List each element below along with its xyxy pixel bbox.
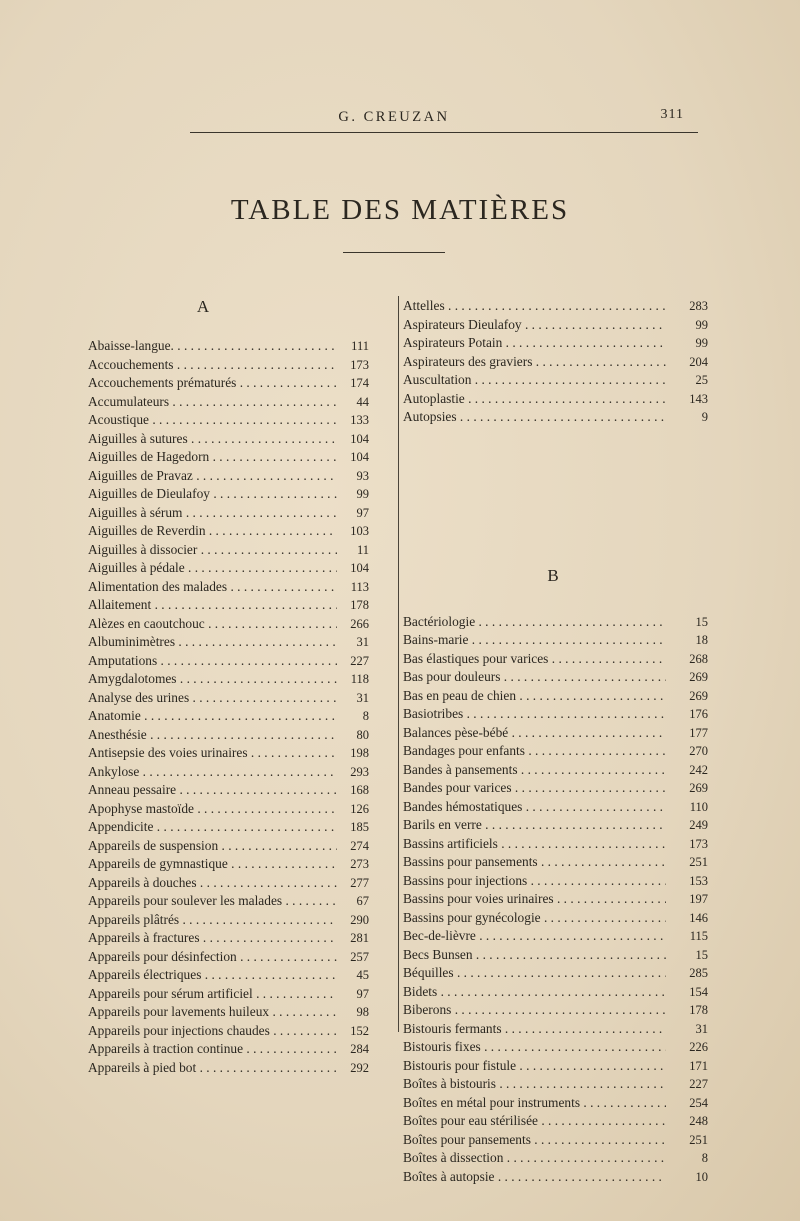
- index-entry-aiguilles-a-dissocier: [88, 541, 393, 560]
- entry-name: Balances pèse-bébé . . .: [403, 724, 666, 743]
- entry-page-number: 45: [356, 968, 369, 982]
- header-rule: [190, 132, 698, 133]
- entry-page-number: 273: [350, 857, 369, 871]
- index-entry-appareils-de-gymnastique: [88, 855, 393, 874]
- index-entry-boites-a-autopsie: [403, 1168, 708, 1187]
- entry-name: Autoplastie . . .: [403, 390, 666, 409]
- entry-name: Boîtes pour pansements . . .: [403, 1131, 666, 1150]
- entry-name: Boîtes pour eau stérilisée . . .: [403, 1112, 666, 1131]
- entry-name: Appareils pour désinfection . . .: [88, 948, 337, 967]
- entry-name: Boîtes à autopsie . . .: [403, 1168, 666, 1187]
- index-entry-anesthesie: [88, 726, 393, 745]
- index-entry-aiguilles-a-serum: [88, 504, 393, 523]
- entry-name: Boîtes en métal pour instruments . . .: [403, 1094, 666, 1113]
- page-number: 311: [660, 107, 684, 122]
- entry-name: Appareils électriques . . .: [88, 966, 337, 985]
- page-title: TABLE DES MATIÈRES: [230, 194, 570, 226]
- index-entry-auscultation: [403, 371, 708, 390]
- index-entry-boites-a-dissection: [403, 1149, 708, 1168]
- running-header: [88, 109, 700, 131]
- entry-page-number: 285: [689, 966, 708, 980]
- entry-name: Abaisse-langue. . . .: [88, 337, 337, 356]
- entry-name: Aspirateurs Potain . . .: [403, 334, 666, 353]
- entry-page-number: 197: [689, 892, 708, 906]
- entry-page-number: 269: [689, 688, 708, 703]
- entry-page-number: 154: [689, 984, 708, 999]
- entry-name: Anneau pessaire . . .: [88, 781, 337, 800]
- entry-page-number: 174: [350, 376, 369, 390]
- entry-name: Autopsies . . .: [403, 408, 666, 427]
- index-entry-appareils-platres: [88, 911, 393, 930]
- index-entry-attelles: [403, 297, 708, 316]
- entry-name: Appareils pour sérum artificiel . . .: [88, 985, 337, 1004]
- entry-name: Accouchements prématurés . . .: [88, 374, 337, 393]
- index-entry-bistouris-fixes: [403, 1038, 708, 1057]
- index-entry-bassins-pour-pansements: [403, 853, 708, 872]
- entry-page-number: 176: [689, 707, 708, 721]
- entry-page-number: 110: [689, 799, 708, 814]
- entry-page-number: 283: [689, 299, 708, 313]
- entry-name: Aiguilles à dissocier . . .: [88, 541, 337, 560]
- entry-page-number: 31: [356, 635, 369, 649]
- entry-name: Antisepsie des voies urinaires . . .: [88, 744, 337, 763]
- index-entry-bassins-pour-gynecologie: [403, 909, 708, 928]
- entry-name: Barils en verre . . .: [403, 816, 666, 835]
- entry-page-number: 152: [350, 1023, 369, 1038]
- index-entry-autoplastie: [403, 390, 708, 409]
- index-entry-bandes-a-pansements: [403, 761, 708, 780]
- entry-page-number: 266: [350, 616, 369, 631]
- entry-name: Analyse des urines . . .: [88, 689, 337, 708]
- index-entry-bas-elastiques-pour-varices: [403, 650, 708, 669]
- index-entry-appareils-pour-serum-artificiel: [88, 985, 393, 1004]
- entry-page-number: 11: [356, 542, 369, 557]
- entry-name: Appareils pour soulever les malades . . .: [88, 892, 337, 911]
- entry-name: Appareils à pied bot . . .: [88, 1059, 337, 1078]
- entry-name: Bassins pour gynécologie . . .: [403, 909, 666, 928]
- index-entry-aiguilles-de-hagedorn: [88, 448, 393, 467]
- index-entry-autopsies: [403, 408, 708, 427]
- index-column-right: [403, 297, 708, 1186]
- entry-page-number: 257: [350, 949, 369, 964]
- index-entry-appendicite: [88, 818, 393, 837]
- entry-page-number: 290: [350, 912, 369, 927]
- index-entry-acoustique: [88, 411, 393, 430]
- entry-name: Appareils pour lavements huileux . . .: [88, 1003, 337, 1022]
- entry-name: Bassins artificiels . . .: [403, 835, 666, 854]
- entry-page-number: 177: [689, 725, 708, 740]
- entry-list-b: [403, 613, 708, 1187]
- index-entry-basiotribes: [403, 705, 708, 724]
- entry-page-number: 80: [356, 727, 369, 742]
- entry-name: Appareils de gymnastique . . .: [88, 855, 337, 874]
- entry-name: Becs Bunsen . . .: [403, 946, 666, 965]
- entry-name: Aiguilles de Pravaz . . .: [88, 467, 337, 486]
- entry-name: Apophyse mastoïde . . .: [88, 800, 337, 819]
- index-entry-allaitement: [88, 596, 393, 615]
- index-entry-alezes-en-caoutchouc: [88, 615, 393, 634]
- index-entry-aiguilles-a-pedale: [88, 559, 393, 578]
- entry-page-number: 18: [695, 633, 708, 647]
- entry-page-number: 226: [689, 1040, 708, 1054]
- entry-page-number: 8: [362, 709, 369, 723]
- entry-page-number: 115: [689, 929, 708, 943]
- index-entry-aiguilles-de-reverdin: [88, 522, 393, 541]
- index-entry-boites-pour-eau-sterilisee: [403, 1112, 708, 1131]
- entry-name: Acoustique . . .: [88, 411, 337, 430]
- index-entry-aiguilles-de-pravaz: [88, 467, 393, 486]
- entry-page-number: 15: [695, 947, 708, 962]
- entry-page-number: 44: [356, 394, 369, 409]
- entry-list-a: [88, 337, 393, 1077]
- entry-page-number: 242: [689, 762, 708, 777]
- index-entry-analyse-des-urines: [88, 689, 393, 708]
- entry-page-number: 103: [350, 524, 369, 538]
- entry-name: Aiguilles de Reverdin . . .: [88, 522, 337, 541]
- entry-page-number: 8: [701, 1151, 708, 1165]
- entry-name: Aiguilles à sérum . . .: [88, 504, 337, 523]
- entry-name: Amygdalotomes . . .: [88, 670, 337, 689]
- entry-name: Bistouris fixes . . .: [403, 1038, 666, 1057]
- index-entry-anneau-pessaire: [88, 781, 393, 800]
- entry-page-number: 249: [689, 818, 708, 832]
- entry-name: Bas pour douleurs . . .: [403, 668, 666, 687]
- index-entry-bassins-pour-voies-urinaires: [403, 890, 708, 909]
- index-entry-appareils-a-traction-continue: [88, 1040, 393, 1059]
- entry-page-number: 292: [350, 1060, 369, 1075]
- index-entry-appareils-pour-lavements-huileux: [88, 1003, 393, 1022]
- entry-name: Aiguilles de Dieulafoy . . .: [88, 485, 337, 504]
- entry-name: Béquilles . . .: [403, 964, 666, 983]
- entry-name: Boîtes à bistouris . . .: [403, 1075, 666, 1094]
- index-entry-appareils-electriques: [88, 966, 393, 985]
- index-entry-aiguilles-a-sutures: [88, 430, 393, 449]
- entry-page-number: 284: [350, 1042, 369, 1056]
- index-entry-apophyse-mastoide: [88, 800, 393, 819]
- index-entry-amygdalotomes: [88, 670, 393, 689]
- title-rule: [343, 252, 445, 253]
- entry-page-number: 173: [689, 836, 708, 851]
- entry-name: Aspirateurs Dieulafoy . . .: [403, 316, 666, 335]
- index-entry-bequilles: [403, 964, 708, 983]
- entry-name: Boîtes à dissection . . .: [403, 1149, 666, 1168]
- entry-name: Attelles . . .: [403, 297, 666, 316]
- index-entry-abaisse-langue: [88, 337, 393, 356]
- index-entry-bas-pour-douleurs: [403, 668, 708, 687]
- index-entry-bacteriologie: [403, 613, 708, 632]
- index-entry-appareils-a-pied-bot: [88, 1059, 393, 1078]
- entry-page-number: 25: [695, 373, 708, 387]
- entry-page-number: 227: [350, 653, 369, 668]
- index-entry-aiguilles-de-dieulafoy: [88, 485, 393, 504]
- index-entry-bec-de-lievre: [403, 927, 708, 946]
- entry-page-number: 67: [356, 894, 369, 908]
- index-entry-ankylose: [88, 763, 393, 782]
- index-entry-bains-marie: [403, 631, 708, 650]
- index-entry-anatomie: [88, 707, 393, 726]
- index-entry-accumulateurs: [88, 393, 393, 412]
- index-entry-bandages-pour-enfants: [403, 742, 708, 761]
- index-entry-boites-en-metal-pour-instruments: [403, 1094, 708, 1113]
- entry-name: Appareils à traction continue . . .: [88, 1040, 337, 1059]
- index-entry-appareils-pour-soulever-les-malades: [88, 892, 393, 911]
- entry-page-number: 143: [689, 391, 708, 406]
- entry-name: Alimentation des malades . . .: [88, 578, 337, 597]
- index-entry-amputations: [88, 652, 393, 671]
- entry-page-number: 126: [350, 801, 369, 816]
- section-letter-b: B: [547, 565, 559, 585]
- entry-page-number: 274: [350, 838, 369, 853]
- running-header-author: G. CREUZAN: [338, 109, 450, 125]
- entry-name: Basiotribes . . .: [403, 705, 666, 724]
- entry-name: Accouchements . . .: [88, 356, 337, 375]
- entry-page-number: 269: [689, 781, 708, 795]
- entry-name: Amputations . . .: [88, 652, 337, 671]
- section-letter-a: A: [196, 297, 210, 316]
- entry-name: Bistouris fermants . . .: [403, 1020, 666, 1039]
- entry-name: Appendicite . . .: [88, 818, 337, 837]
- entry-page-number: 153: [689, 873, 708, 888]
- index-entry-bandes-pour-varices: [403, 779, 708, 798]
- entry-name: Accumulateurs . . .: [88, 393, 337, 412]
- index-entry-alimentation-des-malades: [88, 578, 393, 597]
- entry-page-number: 104: [350, 561, 369, 575]
- entry-page-number: 270: [689, 744, 708, 758]
- entry-name: Appareils pour injections chaudes . . .: [88, 1022, 337, 1041]
- entry-page-number: 133: [350, 413, 369, 427]
- entry-name: Bassins pour pansements . . .: [403, 853, 666, 872]
- entry-list-a-continued: [403, 297, 708, 427]
- entry-page-number: 178: [350, 598, 369, 612]
- index-entry-bassins-artificiels: [403, 835, 708, 854]
- index-entry-bassins-pour-injections: [403, 872, 708, 891]
- entry-page-number: 185: [350, 820, 369, 834]
- index-entry-appareils-pour-injections-chaudes: [88, 1022, 393, 1041]
- entry-name: Appareils plâtrés . . .: [88, 911, 337, 930]
- index-entry-bidets: [403, 983, 708, 1002]
- entry-page-number: 104: [350, 431, 369, 446]
- entry-page-number: 293: [350, 764, 369, 779]
- entry-page-number: 15: [695, 614, 708, 629]
- entry-page-number: 171: [689, 1058, 708, 1073]
- index-entry-aspirateurs-potain: [403, 334, 708, 353]
- entry-name: Appareils à fractures . . .: [88, 929, 337, 948]
- entry-name: Alèzes en caoutchouc . . .: [88, 615, 337, 634]
- entry-page-number: 31: [356, 690, 369, 705]
- entry-name: Bains-marie . . .: [403, 631, 666, 650]
- entry-name: Auscultation . . .: [403, 371, 666, 390]
- entry-name: Bassins pour injections . . .: [403, 872, 666, 891]
- column-separator: [398, 296, 399, 1032]
- index-entry-albuminimetres: [88, 633, 393, 652]
- index-entry-bas-en-peau-de-chien: [403, 687, 708, 706]
- index-entry-appareils-de-suspension: [88, 837, 393, 856]
- entry-page-number: 248: [689, 1114, 708, 1128]
- index-entry-barils-en-verre: [403, 816, 708, 835]
- entry-page-number: 254: [689, 1095, 708, 1110]
- entry-page-number: 204: [689, 354, 708, 369]
- entry-page-number: 268: [689, 651, 708, 666]
- entry-page-number: 10: [695, 1169, 708, 1184]
- entry-page-number: 168: [350, 783, 369, 797]
- entry-name: Bidets . . .: [403, 983, 666, 1002]
- index-entry-bistouris-fermants: [403, 1020, 708, 1039]
- entry-name: Bas élastiques pour varices . . .: [403, 650, 666, 669]
- entry-name: Aspirateurs des graviers . . .: [403, 353, 666, 372]
- entry-page-number: 93: [356, 468, 369, 483]
- entry-name: Bassins pour voies urinaires . . .: [403, 890, 666, 909]
- index-entry-bistouris-pour-fistule: [403, 1057, 708, 1076]
- entry-name: Anesthésie . . .: [88, 726, 337, 745]
- entry-page-number: 281: [350, 931, 369, 945]
- entry-name: Bec-de-lièvre . . .: [403, 927, 666, 946]
- entry-page-number: 118: [350, 672, 369, 686]
- index-entry-aspirateurs-dieulafoy: [403, 316, 708, 335]
- entry-page-number: 227: [689, 1077, 708, 1091]
- entry-name: Aiguilles à pédale . . .: [88, 559, 337, 578]
- entry-page-number: 97: [356, 505, 369, 520]
- entry-name: Appareils de suspension . . .: [88, 837, 337, 856]
- entry-name: Albuminimètres . . .: [88, 633, 337, 652]
- entry-page-number: 31: [695, 1021, 708, 1036]
- index-entry-accouchements: [88, 356, 393, 375]
- entry-page-number: 97: [356, 986, 369, 1001]
- index-column-left: [88, 297, 393, 1077]
- index-entry-appareils-pour-desinfection: [88, 948, 393, 967]
- index-entry-antisepsie-des-voies-urinaires: [88, 744, 393, 763]
- index-entry-bandes-hemostatiques: [403, 798, 708, 817]
- entry-name: Bactériologie . . .: [403, 613, 666, 632]
- entry-page-number: 173: [350, 357, 369, 372]
- entry-page-number: 277: [350, 875, 369, 890]
- entry-name: Ankylose . . .: [88, 763, 337, 782]
- entry-page-number: 9: [701, 410, 708, 424]
- index-entry-accouchements-prematures: [88, 374, 393, 393]
- index-entry-appareils-a-fractures: [88, 929, 393, 948]
- index-entry-becs-bunsen: [403, 946, 708, 965]
- entry-page-number: 146: [689, 910, 708, 925]
- entry-page-number: 99: [695, 336, 708, 350]
- entry-name: Bas en peau de chien . . .: [403, 687, 666, 706]
- entry-page-number: 178: [689, 1003, 708, 1017]
- entry-name: Bandes à pansements . . .: [403, 761, 666, 780]
- entry-name: Bandes hémostatiques . . .: [403, 798, 666, 817]
- entry-page-number: 104: [350, 450, 369, 464]
- entry-name: Allaitement . . .: [88, 596, 337, 615]
- entry-page-number: 251: [689, 855, 708, 869]
- entry-page-number: 198: [350, 746, 369, 760]
- index-entry-appareils-a-douches: [88, 874, 393, 893]
- entry-page-number: 269: [689, 670, 708, 684]
- entry-page-number: 99: [695, 317, 708, 332]
- entry-name: Bandages pour enfants . . .: [403, 742, 666, 761]
- index-entry-biberons: [403, 1001, 708, 1020]
- entry-page-number: 251: [689, 1132, 708, 1147]
- entry-name: Appareils à douches . . .: [88, 874, 337, 893]
- entry-name: Anatomie . . .: [88, 707, 337, 726]
- entry-name: Bandes pour varices . . .: [403, 779, 666, 798]
- index-entry-boites-pour-pansements: [403, 1131, 708, 1150]
- entry-page-number: 113: [350, 579, 369, 594]
- entry-name: Bistouris pour fistule . . .: [403, 1057, 666, 1076]
- index-entry-aspirateurs-des-graviers: [403, 353, 708, 372]
- index-entry-balances-pese-bebe: [403, 724, 708, 743]
- entry-name: Biberons . . .: [403, 1001, 666, 1020]
- entry-page-number: 98: [356, 1005, 369, 1019]
- entry-page-number: 99: [356, 487, 369, 501]
- entry-page-number: 111: [351, 339, 369, 353]
- entry-name: Aiguilles à sutures . . .: [88, 430, 337, 449]
- entry-name: Aiguilles de Hagedorn . . .: [88, 448, 337, 467]
- index-entry-boites-a-bistouris: [403, 1075, 708, 1094]
